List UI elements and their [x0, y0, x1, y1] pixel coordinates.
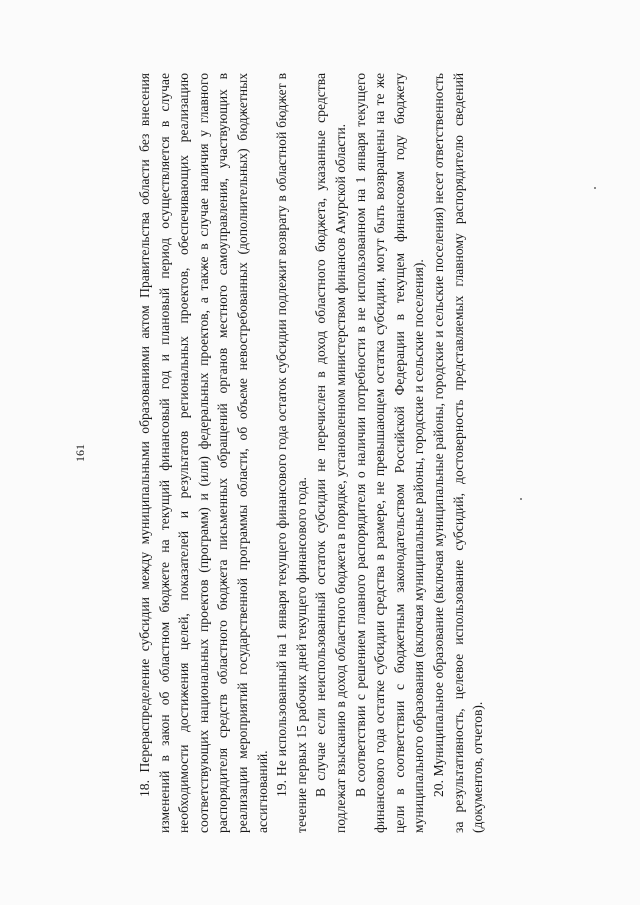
page-number: 161 [73, 444, 87, 462]
paragraph-18: 18. Перераспределение субсидии между муниципальными образованиями актом Правительства области без внесения изменений в закон об областном бюджете на текущий финансовый год и плановый период осуществляется в случае необходимости достижения целей, показателей и результатов региональных проектов, обеспечивающих реализацию соответствующих национальных проектов (программ) и (или) федеральных проектов, а также в случае наличия у главного распорядителя средств областного бюджета письменных обращений органов местного самоуправления, участвующих в реализации мероприятий государственной программы области, об объеме невостребованных (дополнительных) бюджетных ассигнований. [137, 73, 270, 833]
paragraph-19-cont: В случае если неиспользованный остаток субсидии не перечислен в доход областного бюджета, указанные средства подлежат взысканию в доход областного бюджета в порядке, установленном министерством финансов Амурской области. [313, 73, 348, 833]
paragraph-19: 19. Не использованный на 1 января текущего финансового года остаток субсидии подлежит возврату в областной бюджет в течение первых 15 рабочих дней текущего финансового года. [274, 73, 309, 833]
paragraph-20: 20. Муниципальное образование (включая муниципальные районы, городские и сельские поселения) несет ответственность за результативность, целевое использование субсидий, достоверность представляемых главному распорядителю сведений (документов, отчетов). [430, 73, 486, 833]
document-body [135, 73, 488, 833]
scan-speck [520, 498, 522, 500]
rotated-text-block [73, 73, 486, 833]
paragraph-19-decision: В соответствии с решением главного распорядителя о наличии потребности в не использованном на 1 января текущего финансового года остатке субсидии средства в размере, не превышающем остатка субсидии, могут быть возвращены на те же цели в соответствии с бюджетным законодательством Российской Федерации в текущем финансовом году бюджету муниципального образования (включая муниципальные районы, городские и сельские поселения). [352, 73, 427, 833]
scan-speck [594, 187, 596, 189]
